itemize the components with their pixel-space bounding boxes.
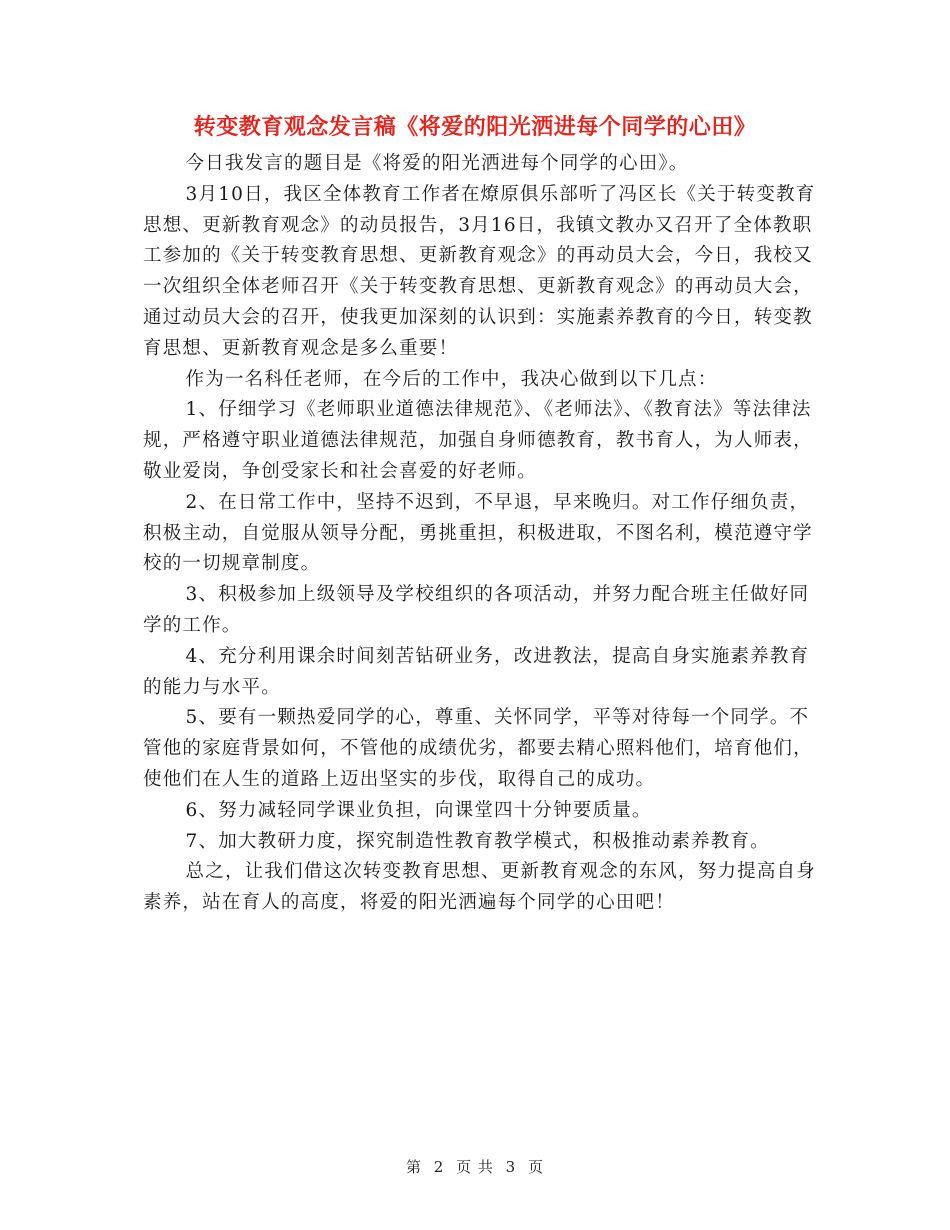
paragraph-intro: 今日我发言的题目是《将爱的阳光洒进每个同学的心田》。 <box>185 153 689 174</box>
paragraph-point-4: 4、充分利用课余时间刻苦钻研业务，改进教法，提高自身实施素养教育的能力与水平。 <box>143 645 810 698</box>
footer-total-pages: 3 <box>505 1158 517 1176</box>
footer-prefix: 第 <box>405 1158 422 1176</box>
document-title: 转变教育观念发言稿《将爱的阳光洒进每个同学的心田》 <box>193 114 757 140</box>
paragraph-point-5: 5、要有一颗热爱同学的心，尊重、关怀同学，平等对待每一个同学。不管他的家庭背景如何，不管他的成绩优劣，都要去精心照料他们，培育他们，使他们在人生的道路上迈出坚实的步伐，取得自己的成功。 <box>143 707 813 790</box>
footer-mid: 页 共 <box>456 1158 494 1176</box>
paragraph-point-6: 6、努力减轻同学课业负担，向课堂四十分钟要质量。 <box>185 799 652 821</box>
footer-current-page: 2 <box>433 1158 445 1176</box>
paragraph-point-7: 7、加大教研力度，探究制造性教育教学模式，积极推动素养教育。 <box>185 830 770 852</box>
document-body <box>143 149 823 919</box>
paragraph-conclusion: 总之，让我们借这次转变教育思想、更新教育观念的东风，努力提高自身素养，站在育人的高度，将爱的阳光洒遍每个同学的心田吧！ <box>143 861 816 914</box>
paragraph-resolution-intro: 作为一名科任老师，在今后的工作中，我决心做到以下几点： <box>185 368 718 390</box>
paragraph-point-2: 2、在日常工作中，坚持不迟到，不早退，早来晚归。对工作仔细负责，积极主动，自觉服从领导分配，勇挑重担，积极进取，不图名利，模范遵守学校的一切规章制度。 <box>143 491 813 575</box>
paragraph-point-3: 3、积极参加上级领导及学校组织的各项活动，并努力配合班主任做好同学的工作。 <box>143 584 810 636</box>
paragraph-background: 3月10日，我区全体教育工作者在燎原俱乐部听了冯区长《关于转变教育思想、更新教育观念》的动员报告，3月16日，我镇文教办又召开了全体教职工参加的《关于转变教育思想、更新教育观念》的再动员大会，今日，我校又一次组织全体老师召开《关于转变教育思想、更新教育观念》的再动员大会，通过动员大会的召开，使我更加深刻的认识到：实施素养教育的今日，转变教育思想、更新教育观念是多么重要！ <box>143 183 816 359</box>
paragraph-point-1: 1、仔细学习《老师职业道德法律规范》、《老师法》、《教育法》等法律法规，严格遵守职业道德法律规范，加强自身师德教育，教书育人，为人师表，敬业爱岗，争创受家长和社会喜爱的好老师。 <box>143 399 813 482</box>
footer-suffix: 页 <box>528 1158 545 1176</box>
page-footer <box>0 1156 950 1177</box>
